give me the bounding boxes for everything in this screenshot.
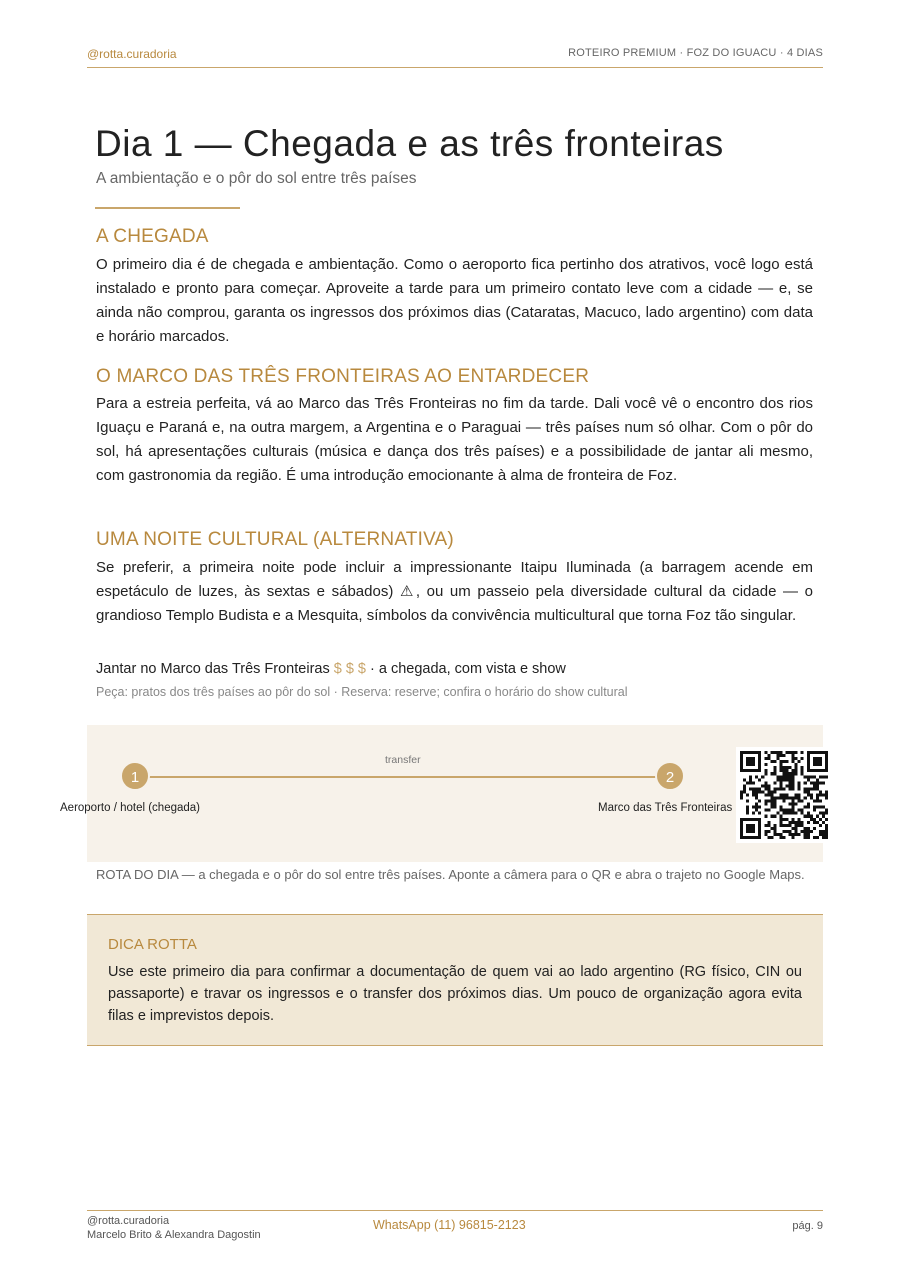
header-meta: ROTEIRO PREMIUM · FOZ DO IGUACU · 4 DIAS (568, 47, 823, 59)
tip-heading: DICA ROTTA (108, 936, 197, 953)
route-caption: ROTA DO DIA — a chegada e o pôr do sol entre três países. Aponte a câmera para o QR e abra o trajeto no Google Maps. (96, 867, 805, 882)
section-text-noite-cultural: Se preferir, a primeira noite pode incluir a impressionante Itaipu Iluminada (a barragem acende em espetáculo de luzes, às sextas e sábados) ⚠, ou um passeio pela diversidade cultural da cidade — o grandioso Templo Budista e a Mesquita, símbolos da convivência multicultural que torna Foz tão singular. (96, 559, 813, 624)
dining-recommendation (96, 661, 566, 677)
dining-name: Jantar no Marco das Três Fronteiras (96, 661, 330, 677)
route-stop-name-1: Aeroporto / hotel (chegada) (60, 802, 201, 814)
footer-whatsapp-link[interactable]: WhatsApp (11) 96815-2123 (373, 1218, 526, 1232)
footer-credits (87, 1214, 261, 1242)
tip-box (87, 914, 823, 1046)
header-brand: @rotta.curadoria (87, 47, 177, 61)
route-line (135, 776, 670, 778)
page-number: pág. 9 (792, 1220, 823, 1232)
page-footer (87, 1210, 823, 1250)
page-title: Dia 1 — Chegada e as três fronteiras (95, 123, 724, 164)
dining-price: $ $ $ (333, 661, 366, 677)
title-divider (95, 207, 240, 209)
section-text-chegada: O primeiro dia é de chegada e ambientação. Como o aeroporto fica pertinho dos atrativos, você logo está instalado e pronto para começar. Aproveite a tarde para um primeiro contato leve com a cidade — e, se ainda não comprou, garanta os ingressos dos próximos dias (Cataratas, Macuco, lado argentino) com data e horário marcados. (96, 256, 813, 345)
section-heading-chegada: A CHEGADA (96, 226, 209, 247)
route-stop-name-2: Marco das Três Fronteiras (598, 802, 733, 814)
section-heading-marco: O MARCO DAS TRÊS FRONTEIRAS AO ENTARDECER (96, 366, 590, 387)
route-map-panel (87, 725, 823, 862)
qr-code-icon (740, 751, 828, 839)
dining-notes: Peça: pratos dos três países ao pôr do sol · Reserva: reserve; confira o horário do show cultural (96, 685, 628, 699)
page-header (87, 40, 823, 68)
footer-brand: @rotta.curadoria (87, 1215, 170, 1227)
footer-authors: Marcelo Brito & Alexandra Dagostin (87, 1229, 261, 1241)
section-text-marco: Para a estreia perfeita, vá ao Marco das Três Fronteiras no fim da tarde. Dali você vê o encontro dos rios Iguaçu e Paraná e, na outra margem, a Argentina e o Paraguai — três países num só olhar. Com o pôr do sol, há apresentações culturais (música e dança dos três países) e a possibilidade de jantar ali mesmo, com gastronomia da região. É uma introdução emocionante à alma de fronteira de Foz. (96, 395, 813, 484)
dining-detail: · a chegada, com vista e show (370, 661, 566, 677)
route-stop-marker-1: 1 (120, 761, 150, 791)
route-stop-marker-2: 2 (655, 761, 685, 791)
tip-text: Use este primeiro dia para confirmar a documentação de quem vai ao lado argentino (RG físico, CIN ou passaporte) e travar os ingressos e o transfer dos próximos dias. Um pouco de organização agora evita filas e imprevistos depois. (108, 964, 802, 1024)
route-link-label: transfer (385, 754, 421, 766)
section-heading-noite-cultural: UMA NOITE CULTURAL (ALTERNATIVA) (96, 529, 454, 550)
page-subtitle: A ambientação e o pôr do sol entre três países (96, 170, 417, 187)
qr-code[interactable] (736, 747, 832, 843)
